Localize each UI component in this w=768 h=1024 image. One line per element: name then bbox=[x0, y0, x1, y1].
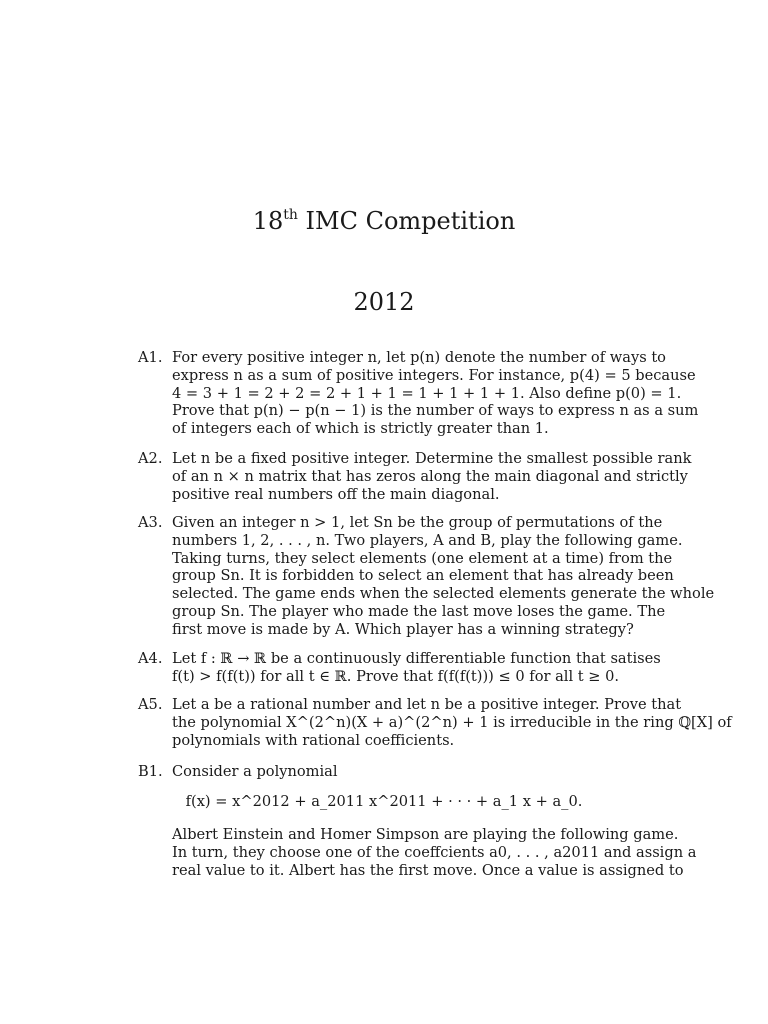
problem-line: group Sn. The player who made the last move loses the game. The bbox=[172, 602, 666, 620]
problem-b1-continuation bbox=[138, 826, 697, 879]
problem-a4 bbox=[138, 650, 661, 686]
problem-label: A3. bbox=[138, 514, 163, 531]
problem-line: Given an integer n > 1, let Sn be the group of permutations of the bbox=[172, 514, 663, 531]
problem-label: A4. bbox=[138, 650, 163, 667]
problem-body bbox=[172, 650, 661, 686]
problem-line: In turn, they choose one of the coeffcients a0, . . . , a2011 and assign a bbox=[172, 843, 697, 861]
problem-a2 bbox=[138, 450, 692, 503]
problem-line: express n as a sum of positive integers. For instance, p(4) = 5 because bbox=[172, 366, 696, 384]
problem-body bbox=[172, 763, 638, 781]
problem-line: polynomials with rational coefficients. bbox=[172, 731, 455, 749]
problem-line: selected. The game ends when the selected elements generate the whole bbox=[172, 585, 715, 603]
problem-line: of integers each of which is strictly greater than 1. bbox=[172, 420, 549, 438]
problem-line: Consider a polynomial bbox=[172, 763, 338, 780]
problem-body bbox=[172, 696, 732, 749]
polynomial-equation: f(x) = x^2012 + a_2011 x^2011 + · · · + a_1 x + a_0. bbox=[185, 793, 583, 810]
problem-label: A2. bbox=[138, 450, 163, 467]
title-superscript: th bbox=[283, 207, 298, 223]
problem-line: For every positive integer n, let p(n) denote the number of ways to bbox=[172, 349, 666, 366]
problem-line: numbers 1, 2, . . . , n. Two players, A and B, play the following game. bbox=[172, 531, 683, 549]
page-year: 2012 bbox=[353, 288, 415, 316]
problem-body bbox=[172, 826, 697, 879]
problem-line: real value to it. Albert has the first move. Once a value is assigned to bbox=[172, 861, 684, 879]
problem-label: B1. bbox=[138, 763, 163, 780]
problem-a5 bbox=[138, 696, 732, 749]
title-text: IMC Competition bbox=[297, 207, 516, 235]
problem-body bbox=[172, 349, 699, 438]
problem-a3 bbox=[138, 514, 715, 639]
problem-line: Let n be a fixed positive integer. Determine the smallest possible rank bbox=[172, 450, 692, 467]
problem-line: of an n × n matrix that has zeros along the main diagonal and strictly bbox=[172, 467, 688, 485]
page-title bbox=[0, 205, 768, 237]
problem-line: f(t) > f(f(t)) for all t ∈ ℝ. Prove that f(f(f(t))) ≤ 0 for all t ≥ 0. bbox=[172, 667, 620, 685]
problem-line: group Sn. It is forbidden to select an element that has already been bbox=[172, 567, 674, 585]
problem-body bbox=[172, 450, 692, 503]
problem-a1 bbox=[138, 349, 699, 438]
problem-line: Albert Einstein and Homer Simpson are playing the following game. bbox=[172, 826, 679, 843]
problem-line: the polynomial X^(2^n)(X + a)^(2^n) + 1 is irreducible in the ring ℚ[X] of bbox=[172, 713, 732, 731]
problem-b1 bbox=[138, 763, 638, 781]
problem-line: 4 = 3 + 1 = 2 + 2 = 2 + 1 + 1 = 1 + 1 + 1 + 1. Also define p(0) = 1. bbox=[172, 384, 682, 402]
problem-line: Taking turns, they select elements (one element at a time) from the bbox=[172, 549, 673, 567]
title-number: 18 bbox=[252, 207, 284, 235]
problem-line: Let f : ℝ → ℝ be a continuously differentiable function that satises bbox=[172, 650, 661, 667]
problem-label: A5. bbox=[138, 696, 163, 713]
problem-line: Prove that p(n) − p(n − 1) is the number of ways to express n as a sum bbox=[172, 402, 699, 420]
problem-label: A1. bbox=[138, 349, 163, 366]
problem-line: first move is made by A. Which player has a winning strategy? bbox=[172, 620, 634, 638]
problem-line: Let a be a rational number and let n be a positive integer. Prove that bbox=[172, 696, 682, 713]
problem-line: positive real numbers off the main diagonal. bbox=[172, 485, 500, 503]
problem-body bbox=[172, 514, 715, 639]
